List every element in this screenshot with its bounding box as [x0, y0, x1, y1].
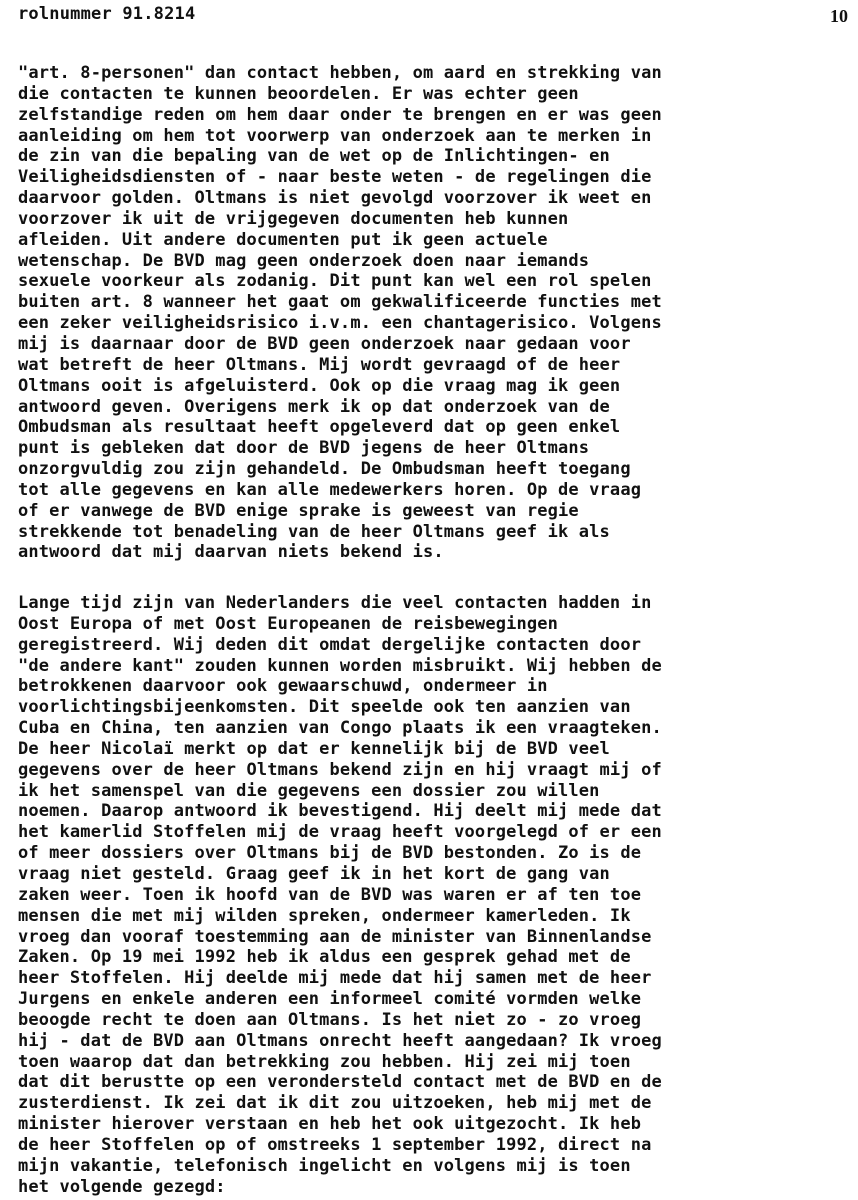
text-line: voorlichtingsbijeenkomsten. Dit speelde ook ten aanzien van [18, 697, 631, 718]
text-line: gegevens over de heer Oltmans bekend zijn en hij vraagt mij of [18, 759, 662, 780]
paragraph-2 [18, 593, 858, 1197]
text-line: afleiden. Uit andere documenten put ik geen actuele [18, 229, 548, 250]
paragraph-1 [18, 63, 858, 563]
text-line: zaken weer. Toen ik hoofd van de BVD was waren er af ten toe [18, 884, 642, 905]
text-line: vroeg dan vooraf toestemming aan de minister van Binnenlandse [18, 926, 652, 947]
text-line: Cuba en China, ten aanzien van Congo plaats ik een vraagteken. [18, 718, 662, 739]
text-line: tot alle gegevens en kan alle medewerkers horen. Op de vraag [18, 479, 642, 500]
text-line: de zin van die bepaling van de wet op de Inlichtingen- en [18, 146, 610, 167]
text-line: ik het samenspel van die gegevens een dossier zou willen [18, 780, 600, 801]
text-line: dat dit berustte op een verondersteld contact met de BVD en de [18, 1072, 662, 1093]
text-line: Oost Europa of met Oost Europeanen de reisbewegingen [18, 613, 559, 634]
text-line: wat betreft de heer Oltmans. Mij wordt gevraagd of de heer [18, 354, 621, 375]
text-line: noemen. Daarop antwoord ik bevestigend. Hij deelt mij mede dat [18, 801, 662, 822]
text-line: vraag niet gesteld. Graag geef ik in het kort de gang van [18, 863, 610, 884]
text-line: Ombudsman als resultaat heeft opgeleverd dat op geen enkel [18, 417, 621, 438]
page-number: 10 [830, 6, 848, 26]
text-line: strekkende tot benadeling van de heer Oltmans geef ik als [18, 521, 610, 542]
text-line: Veiligheidsdiensten of - naar beste weten - de regelingen die [18, 167, 652, 188]
text-line: antwoord geven. Overigens merk ik op dat onderzoek van de [18, 396, 610, 417]
text-line: "de andere kant" zouden kunnen worden misbruikt. Wij hebben de [18, 655, 662, 676]
text-line: geregistreerd. Wij deden dit omdat dergelijke contacten door [18, 634, 642, 655]
text-line: minister hierover verstaan en heb het ook uitgezocht. Ik heb [18, 1114, 642, 1135]
text-line: Jurgens en enkele anderen een informeel comité vormden welke [18, 989, 642, 1010]
text-line: daarvoor golden. Oltmans is niet gevolgd voorzover ik weet en [18, 188, 652, 209]
text-line: onzorgvuldig zou zijn gehandeld. De Ombudsman heeft toegang [18, 459, 631, 480]
text-line: wetenschap. De BVD mag geen onderzoek doen naar iemands [18, 250, 590, 271]
text-line: betrokkenen daarvoor ook gewaarschuwd, ondermeer in [18, 676, 548, 697]
text-line: voorzover ik uit de vrijgegeven documenten heb kunnen [18, 208, 569, 229]
text-line: mensen die met mij wilden spreken, ondermeer kamerleden. Ik [18, 905, 631, 926]
text-line: heer Stoffelen. Hij deelde mij mede dat hij samen met de heer [18, 968, 652, 989]
text-line: mij is daarnaar door de BVD geen onderzoek naar gedaan voor [18, 333, 631, 354]
text-line: Oltmans ooit is afgeluisterd. Ook op die vraag mag ik geen [18, 375, 621, 396]
text-line: toen waarop dat dan betrekking zou hebben. Hij zei mij toen [18, 1051, 631, 1072]
text-line: het volgende gezegd: [18, 1176, 226, 1197]
text-line: Lange tijd zijn van Nederlanders die veel contacten hadden in [18, 593, 652, 613]
text-line: aanleiding om hem tot voorwerp van onderzoek aan te merken in [18, 125, 652, 146]
text-line: Zaken. Op 19 mei 1992 heb ik aldus een gesprek gehad met de [18, 947, 631, 968]
text-line: buiten art. 8 wanneer het gaat om gekwalificeerde functies met [18, 292, 662, 313]
text-line: punt is gebleken dat door de BVD jegens de heer Oltmans [18, 438, 590, 459]
text-line: antwoord dat mij daarvan niets bekend is. [18, 542, 444, 563]
text-line: beoogde recht te doen aan Oltmans. Is het niet zo - zo vroeg [18, 1009, 642, 1030]
text-line: de heer Stoffelen op of omstreeks 1 september 1992, direct na [18, 1134, 652, 1155]
text-line: die contacten te kunnen beoordelen. Er was echter geen [18, 83, 579, 104]
text-line: een zeker veiligheidsrisico i.v.m. een chantagerisico. Volgens [18, 313, 662, 334]
text-line: mijn vakantie, telefonisch ingelicht en volgens mij is toen [18, 1155, 631, 1176]
text-line: of meer dossiers over Oltmans bij de BVD bestonden. Zo is de [18, 843, 642, 864]
text-line: of er vanwege de BVD enige sprake is geweest van regie [18, 500, 579, 521]
roll-number: rolnummer 91.8214 [18, 4, 196, 24]
text-line: sexuele voorkeur als zodanig. Dit punt kan wel een rol spelen [18, 271, 652, 292]
text-line: "art. 8-personen" dan contact hebben, om aard en strekking van [18, 63, 662, 83]
text-line: het kamerlid Stoffelen mij de vraag heeft voorgelegd of er een [18, 822, 662, 843]
text-line: De heer Nicolaï merkt op dat er kennelijk bij de BVD veel [18, 738, 610, 759]
text-line: zusterdienst. Ik zei dat ik dit zou uitzoeken, heb mij met de [18, 1093, 652, 1114]
text-line: hij - dat de BVD aan Oltmans onrecht heeft aangedaan? Ik vroeg [18, 1030, 662, 1051]
text-line: zelfstandige reden om hem daar onder te brengen en er was geen [18, 104, 662, 125]
